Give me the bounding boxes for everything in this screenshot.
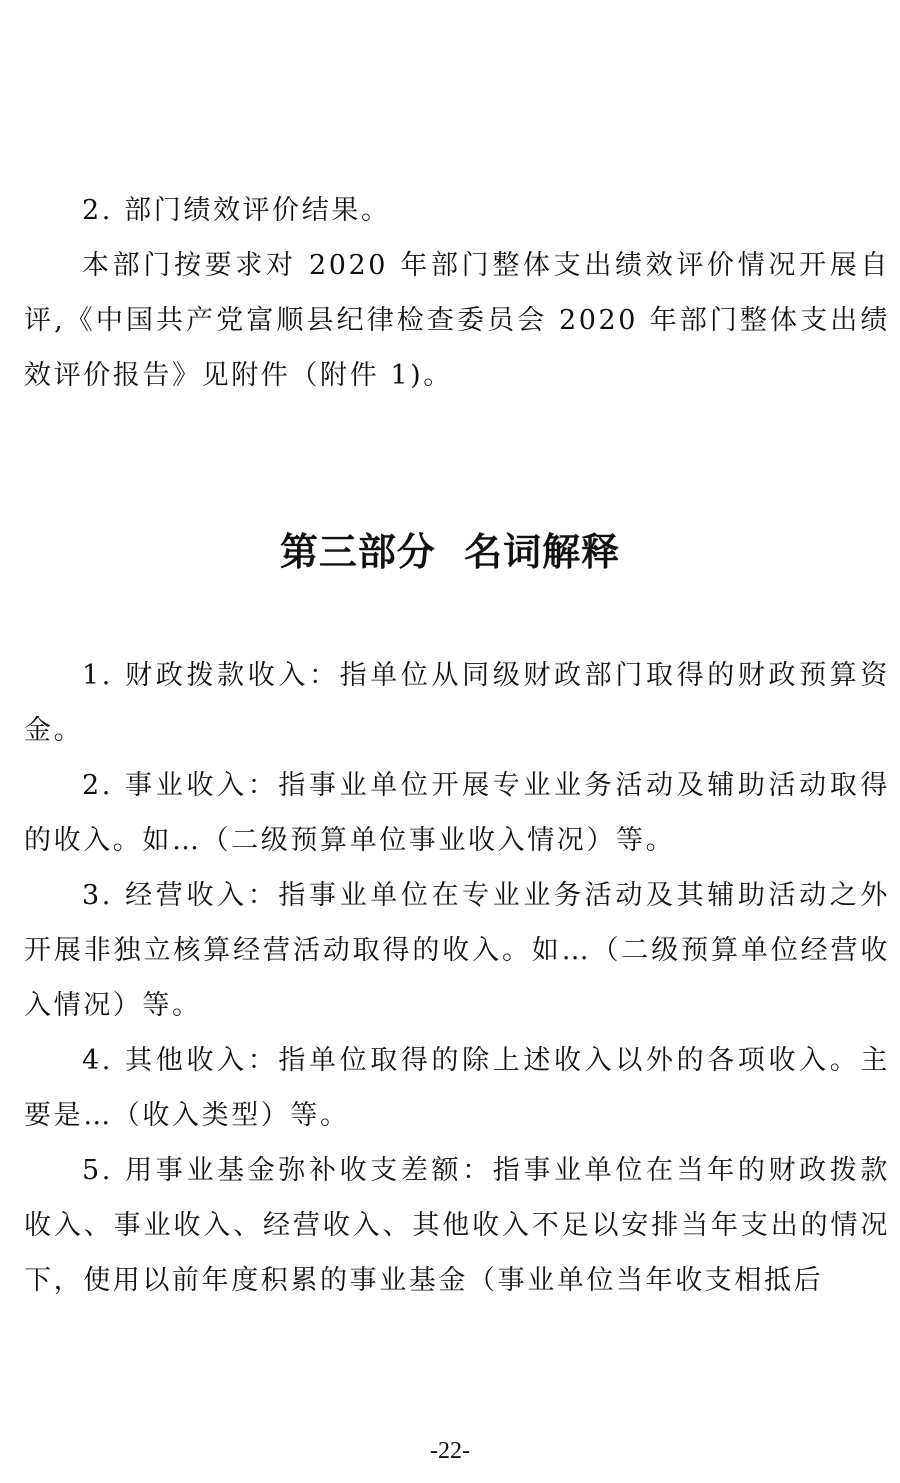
section-2-body: 本部门按要求对 2020 年部门整体支出绩效评价情况开展自评,《中国共产党富顺县纪律检查委员会 2020 年部门整体支出绩效评价报告》见附件（附件 1)。 bbox=[24, 250, 890, 391]
definition-item-2: 2. 事业收入：指事业单位开展专业业务活动及辅助活动取得的收入。如…（二级预算单位事业收入情况）等。 bbox=[24, 770, 890, 856]
definition-item-4: 4. 其他收入：指单位取得的除上述收入以外的各项收入。主要是…（收入类型）等。 bbox=[24, 1045, 890, 1131]
definition-item-1: 1. 财政拨款收入：指单位从同级财政部门取得的财政预算资金。 bbox=[24, 660, 890, 746]
definition-item-5: 5. 用事业基金弥补收支差额：指事业单位在当年的财政拨款收入、事业收入、经营收入、其他收入不足以安排当年支出的情况下，使用以前年度积累的事业基金（事业单位当年收支相抵后 bbox=[24, 1155, 890, 1296]
part-3-title: 第三部分 名词解释 bbox=[279, 530, 621, 574]
definition-item-3: 3. 经营收入：指事业单位在专业业务活动及其辅助活动之外开展非独立核算经营活动取得的收入。如…（二级预算单位经营收入情况）等。 bbox=[24, 880, 890, 1021]
page-number: -22- bbox=[430, 1438, 470, 1464]
section-2-heading: 2. 部门绩效评价结果。 bbox=[82, 195, 391, 226]
